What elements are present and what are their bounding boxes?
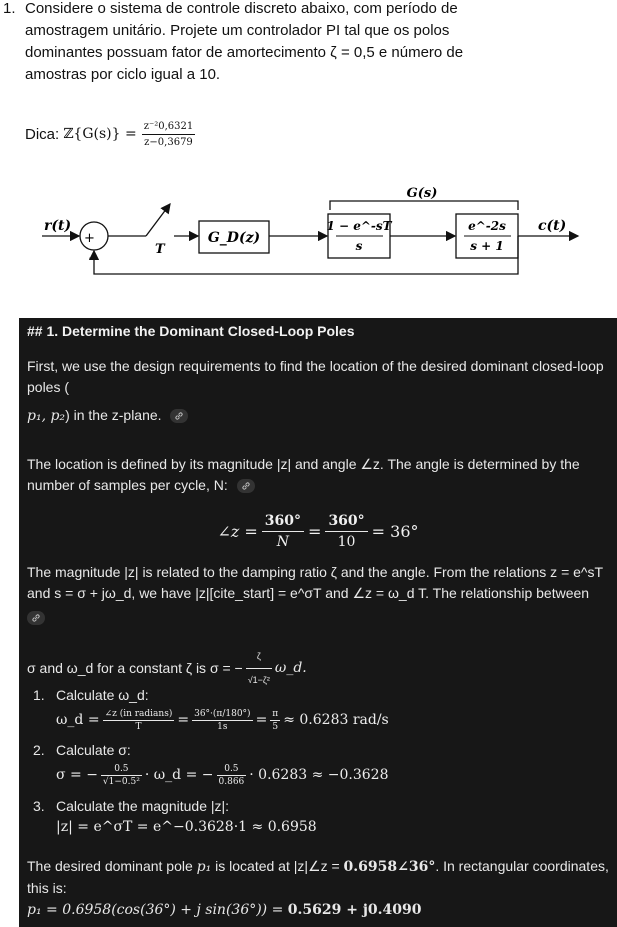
angle-fraction-1 xyxy=(262,513,304,550)
angle-fraction-2 xyxy=(325,513,367,550)
hint-fraction-bar xyxy=(142,134,196,135)
citation-link-icon[interactable] xyxy=(170,409,188,423)
hint xyxy=(25,114,195,154)
plant-denominator: s + 1 xyxy=(470,239,504,253)
result-rect-eq: p₁ = 0.6958(cos(36°) + j sin(36°)) = xyxy=(27,902,288,918)
location-paragraph xyxy=(27,454,612,496)
step-2-number: 2. xyxy=(33,742,45,758)
g-label: G(s) xyxy=(406,186,438,201)
step-1-number: 1. xyxy=(33,687,45,703)
result-text-c: is located at |z|∠z = xyxy=(211,858,344,874)
step-2-title: Calculate σ: xyxy=(56,742,131,758)
relationship-frac-bar xyxy=(246,668,272,669)
hint-numerator: z⁻²0,6321 xyxy=(143,120,194,132)
step-2-frac-1 xyxy=(101,764,142,787)
hint-label: Dica: xyxy=(25,125,60,143)
result-rect-value: 0.5629 + j0.4090 xyxy=(287,902,422,918)
step-1-equation: ω_d = $\frac{\text{∠z (in radians)}}{T}$ = $\frac{36^\circ\cdot(\pi/180^\circ)}{1s}$ = $\frac{\pi}{5}$ ≈ 0.6283 rad/s xyxy=(56,708,389,732)
intro-line-3 xyxy=(27,405,612,427)
angle-f1-num: 360° xyxy=(264,512,302,529)
angle-rhs: = 36° xyxy=(371,521,419,541)
hold-denominator: s xyxy=(355,239,363,253)
intro-line-3-text: ) in the z-plane. xyxy=(65,407,162,423)
intro-line-1: First, we use the design requirements to find the location of the desired dominant closed-loop xyxy=(27,358,604,374)
step-1-title: Calculate ω_d: xyxy=(56,687,149,703)
magnitude-chip-row xyxy=(27,607,612,628)
sum-plus-sign: + xyxy=(84,231,95,246)
step-1-tail: ≈ 0.6283 rad/s xyxy=(283,712,389,728)
result-text-e: . In rectangular coordinates, xyxy=(435,858,609,874)
relationship-line xyxy=(27,646,612,691)
sampler-label: T xyxy=(155,242,165,257)
intro-paragraph xyxy=(27,356,612,427)
hint-lhs: ℤ{G(s)} = xyxy=(63,126,137,142)
result-text-a: The desired dominant pole xyxy=(27,858,197,874)
angle-f2-den: 10 xyxy=(337,533,356,550)
sum-minus-sign: − xyxy=(88,251,99,265)
step-2-f2-bar xyxy=(217,775,247,776)
angle-f2-num: 360° xyxy=(328,512,365,529)
step-2-f1-bar xyxy=(101,775,142,776)
angle-f1-bar xyxy=(262,531,304,532)
output-label: c(t) xyxy=(538,218,567,234)
angle-f2-bar xyxy=(325,531,367,532)
step-1-f2-num: 36°·(π/180°) xyxy=(194,708,251,719)
controller-label: G_D(z) xyxy=(207,230,261,246)
question-line-3: dominantes possuam fator de amortecimento ζ = 0,5 e número de xyxy=(25,44,464,61)
relationship-frac-num: ζ xyxy=(256,651,261,661)
result-line-1 xyxy=(27,856,612,878)
step-2-equation xyxy=(56,759,389,791)
hint-equation xyxy=(63,121,195,148)
step-1-f1-num: ∠z (in radians) xyxy=(104,708,173,719)
hold-numerator: 1 − e^-sT xyxy=(326,219,392,233)
magnitude-line-2: and s = σ + jω_d, we have |z|[cite_start] = e^σT and ∠z = ω_d T. The relationship between xyxy=(27,585,590,601)
step-1-lhs: ω_d = xyxy=(56,712,100,728)
step-2-tail: · 0.6283 ≈ −0.3628 xyxy=(249,767,389,783)
step-2-f1-num: 0.5 xyxy=(114,763,129,774)
g-bracket xyxy=(330,201,518,210)
relationship-frac-den: √1−ζ² xyxy=(247,675,270,685)
step-1-f3-num: π xyxy=(272,708,279,719)
step-1-f3-bar xyxy=(270,720,280,721)
result-paragraph xyxy=(27,856,612,921)
question-line-1: Considere o sistema de controle discreto abaixo, com período de xyxy=(25,0,458,17)
step-3-title: Calculate the magnitude |z|: xyxy=(56,798,230,814)
question-line-2: amostragem unitário. Projete um controlador PI tal que os polos xyxy=(25,22,450,39)
step-1-frac-1 xyxy=(103,709,175,732)
result-line-3 xyxy=(27,899,612,921)
poles-math: p₁, p₂ xyxy=(27,408,66,424)
step-1-f2-bar xyxy=(192,720,252,721)
result-line-2: this is: xyxy=(27,880,67,896)
angle-lhs: ∠z = xyxy=(217,521,258,541)
location-line-2: number of samples per cycle, N: xyxy=(27,477,228,493)
relationship-tail: ω_d. xyxy=(274,660,307,676)
step-2-mid: · ω_d = − xyxy=(144,767,214,783)
magnitude-line-1: The magnitude |z| is related to the damping ratio ζ and the angle. From the relations z = e^sT xyxy=(27,564,604,580)
question-text xyxy=(25,0,585,86)
result-polar-value: 0.6958∠36° xyxy=(343,859,436,875)
location-line-2-wrap xyxy=(27,475,612,496)
question-number: 1. xyxy=(3,0,16,17)
intro-line-2: poles ( xyxy=(27,379,70,395)
relationship-fraction xyxy=(246,646,272,691)
step-2-lhs: σ = − xyxy=(56,767,98,783)
hint-denominator: z−0,3679 xyxy=(144,136,193,148)
step-3-equation: |z| = e^σT = e^−0.3628·1 ≈ 0.6958 xyxy=(56,819,317,835)
angle-equation: ∠z = $\frac{360^\circ}{N}$ = $\frac{360^\circ}{10}$ = 36° xyxy=(217,512,419,550)
step-2-f1-den: √1−0.5² xyxy=(102,776,140,787)
relationship-text: σ and ω_d for a constant ζ is σ = − xyxy=(27,660,243,676)
sampler-switch xyxy=(146,204,170,236)
step-2-frac-2 xyxy=(217,764,247,787)
question-line-4: amostras por ciclo igual a 10. xyxy=(25,66,221,83)
step-1-f3-den: 5 xyxy=(272,721,279,732)
step-2-f2-num: 0.5 xyxy=(224,763,239,774)
block-diagram xyxy=(0,186,617,286)
location-line-1: The location is defined by its magnitude |z| and angle ∠z. The angle is determined by the xyxy=(27,456,580,472)
step-1-frac-2 xyxy=(192,709,252,732)
citation-link-icon[interactable] xyxy=(27,611,45,625)
angle-f1-den: N xyxy=(276,533,290,550)
step-3-number: 3. xyxy=(33,798,45,814)
plant-numerator: e^-2s xyxy=(468,219,506,233)
input-label: r(t) xyxy=(44,218,72,234)
assistant-response-panel xyxy=(19,318,617,927)
step-1-frac-3 xyxy=(270,709,280,732)
section-heading: ## 1. Determine the Dominant Closed-Loop Poles xyxy=(27,323,355,339)
step-1-f2-den: 1s xyxy=(217,721,228,732)
magnitude-paragraph xyxy=(27,562,612,628)
citation-link-icon[interactable] xyxy=(237,479,255,493)
step-1-f1-bar xyxy=(103,720,175,721)
step-2-f2-den: 0.866 xyxy=(218,776,245,787)
hint-fraction xyxy=(142,121,196,148)
step-1-f1-den: T xyxy=(135,721,142,732)
problem-statement xyxy=(0,0,617,320)
result-pole: p₁ xyxy=(196,859,212,875)
